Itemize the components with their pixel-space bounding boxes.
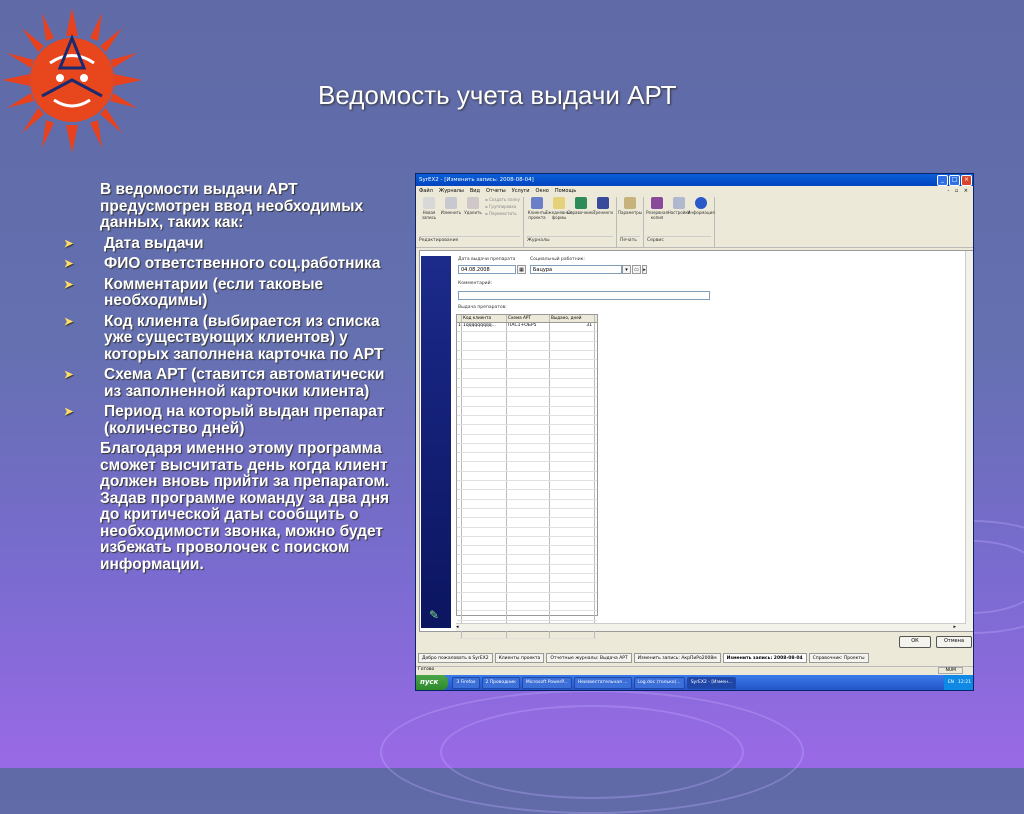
table-row[interactable] <box>457 351 597 360</box>
slide-title: Ведомость учета выдачи АРТ <box>318 80 677 110</box>
menu-window[interactable]: Окно <box>535 187 549 194</box>
table-row[interactable] <box>457 360 597 369</box>
table-row[interactable] <box>457 379 597 388</box>
table-row[interactable] <box>457 528 597 537</box>
menu-journals[interactable]: Журналы <box>438 187 464 194</box>
vertical-scrollbar[interactable] <box>965 251 973 631</box>
ok-button[interactable]: ОК <box>899 636 931 648</box>
small-actions <box>485 197 520 236</box>
trainings-icon <box>597 197 609 209</box>
table-row[interactable] <box>457 583 597 592</box>
table-row[interactable] <box>457 397 597 406</box>
references-button[interactable]: Справочники <box>571 197 591 236</box>
col-art-scheme[interactable]: Схема АРТ <box>507 315 550 322</box>
group-label: Редактирование <box>419 236 520 247</box>
task-powerpoint[interactable]: Microsoft PowerP... <box>522 677 572 689</box>
bullet-item: ➤ Код клиента (выбирается из списка уже существующих клиентов) у которых заполнена карточка по АРТ <box>60 314 400 364</box>
clock: 12:21 <box>958 680 971 685</box>
table-row[interactable]: 1 1qqqqqqqqq... ПАС1+ОБР5 31 <box>457 323 597 332</box>
slide-text-block <box>60 182 400 577</box>
arrow-bullet-icon: ➤ <box>64 278 74 291</box>
settings-button[interactable]: Настройки <box>669 197 689 236</box>
tab-welcome[interactable]: Добро пожаловать в SyrEX2 <box>418 653 493 663</box>
parameters-button[interactable]: Параметры <box>620 197 640 236</box>
bullet-item: ➤ ФИО ответственного соц.работника <box>60 256 400 273</box>
task-explorer[interactable]: 2 Проводник <box>482 677 520 689</box>
group-label: Сервис <box>647 236 711 247</box>
task-log[interactable]: Log.doc (только)... <box>634 677 685 689</box>
table-row[interactable] <box>457 472 597 481</box>
daily-forms-button[interactable]: Ежедневные формы <box>549 197 569 236</box>
toolbar-group-print <box>620 197 644 247</box>
table-row[interactable] <box>457 509 597 518</box>
window-titlebar <box>416 174 973 186</box>
table-row[interactable] <box>457 481 597 490</box>
tab-journal-art[interactable]: Отчетные журналы: Выдача АРТ <box>546 653 631 663</box>
toolbar-group-edit <box>419 197 524 247</box>
task-syrex[interactable]: SyrEX2 - [Измен... <box>687 677 737 689</box>
task-firefox[interactable]: 3 Firefox <box>452 677 479 689</box>
table-row[interactable] <box>457 369 597 378</box>
bullet-item: ➤ Схема АРТ (ставится автоматически из заполненной карточки клиента) <box>60 367 400 400</box>
group-label: Печать <box>620 236 640 247</box>
comment-field[interactable] <box>458 291 710 300</box>
clients-icon <box>531 197 543 209</box>
maximize-button[interactable]: □ <box>949 175 960 186</box>
toolbar-group-service <box>647 197 715 247</box>
backup-button[interactable]: Резервная копия <box>647 197 667 236</box>
new-record-icon <box>423 197 435 209</box>
menu-view[interactable]: Вид <box>469 187 480 194</box>
table-row[interactable] <box>457 332 597 341</box>
table-row[interactable] <box>457 388 597 397</box>
settings-icon <box>673 197 685 209</box>
delete-button[interactable]: Удалить <box>463 197 483 236</box>
menu-bar <box>416 186 973 195</box>
more-icon[interactable]: ▸ <box>643 267 646 273</box>
closing-paragraph: Благодаря именно этому программа сможет высчитать день когда клиент должен вновь прийти за препаратом. Задав программе команду за два дня до критической даты сообщить о необходимости звонка, можно будет избежать проволочек с поиском информации. <box>100 440 390 573</box>
worker-label: Социальный работник: <box>530 257 585 262</box>
bullet-item: ➤ Дата выдачи <box>60 236 400 253</box>
side-banner <box>421 256 451 628</box>
daily-forms-icon <box>553 197 565 209</box>
mdi-controls[interactable]: - ▫ × <box>947 187 970 194</box>
windows-taskbar <box>416 675 974 690</box>
menu-file[interactable]: Файл <box>419 187 433 194</box>
status-text: Готово <box>418 667 435 672</box>
trainings-button[interactable]: Тренинги <box>593 197 613 236</box>
col-client-code[interactable]: Код клиента <box>462 315 507 322</box>
table-row[interactable] <box>457 453 597 462</box>
open-folder-icon[interactable]: ▭ <box>632 265 641 274</box>
ribbon-toolbar <box>416 195 973 248</box>
table-row[interactable] <box>457 435 597 444</box>
table-row[interactable] <box>457 500 597 509</box>
info-icon <box>695 197 707 209</box>
table-row[interactable] <box>457 546 597 555</box>
table-row[interactable] <box>457 490 597 499</box>
move-button[interactable]: ▪ Переместить <box>485 211 520 216</box>
app-logo-icon: ✎ <box>429 608 440 622</box>
background-ripple <box>440 705 744 799</box>
table-row[interactable] <box>457 518 597 527</box>
table-row[interactable] <box>457 574 597 583</box>
tab-edit-record-2[interactable]: Изменить запись: 2008-08-04 <box>723 653 807 663</box>
table-row[interactable] <box>457 407 597 416</box>
comment-label: Комментарий: <box>458 281 493 286</box>
system-tray <box>944 675 974 690</box>
minimize-button[interactable]: _ <box>937 175 948 186</box>
form-area <box>419 250 974 632</box>
table-row[interactable] <box>457 593 597 602</box>
menu-services[interactable]: Услуги <box>511 187 530 194</box>
arrow-bullet-icon: ➤ <box>64 258 74 270</box>
language-indicator[interactable]: EN <box>947 680 955 685</box>
intro-paragraph: В ведомости выдачи АРТ предусмотрен ввод необходимых данных, таких как: <box>100 181 364 231</box>
delete-icon <box>467 197 479 209</box>
table-row[interactable] <box>457 630 597 639</box>
tab-edit-record-1[interactable]: Изменить запись: АкрПиРо2008м <box>634 653 721 663</box>
menu-help[interactable]: Помощь <box>554 187 577 194</box>
edit-button[interactable]: Изменить <box>441 197 461 236</box>
menu-reports[interactable]: Отчеты <box>485 187 506 194</box>
toolbar-group-journals <box>527 197 617 247</box>
backup-icon <box>651 197 663 209</box>
issue-grid <box>456 314 598 616</box>
edit-icon <box>445 197 457 209</box>
parameters-icon <box>624 197 636 209</box>
start-button[interactable]: пуск <box>416 675 448 690</box>
cancel-button[interactable]: Отмена <box>936 636 972 648</box>
table-row[interactable] <box>457 602 597 611</box>
table-row[interactable] <box>457 462 597 471</box>
sun-logo-icon <box>2 8 142 153</box>
close-button[interactable]: × <box>961 175 972 186</box>
table-row[interactable] <box>457 342 597 351</box>
window-title: SyrEX2 - [Изменить запись: 2008-08-04] <box>419 177 534 183</box>
col-days[interactable]: Выдано, дней <box>550 315 595 322</box>
table-row[interactable] <box>457 425 597 434</box>
num-indicator: NUM <box>938 667 963 674</box>
arrow-bullet-icon: ➤ <box>64 369 74 381</box>
bullet-item: ➤ Комментарии (если таковые необходимы) <box>60 277 400 310</box>
status-bar <box>416 666 974 674</box>
table-row[interactable] <box>457 416 597 425</box>
calendar-icon[interactable]: ▦ <box>517 265 526 274</box>
table-row[interactable] <box>457 611 597 620</box>
task-doc[interactable]: Неизвестательная ... <box>574 677 632 689</box>
worker-field[interactable]: Бацура <box>530 265 622 274</box>
group-label: Журналы <box>527 236 613 247</box>
clients-button[interactable]: Клиенты проекта <box>527 197 547 236</box>
issue-label: Выдача препаратов: <box>458 305 507 310</box>
info-button[interactable]: Информация <box>691 197 711 236</box>
bullet-item: ➤ Период на который выдан препарат (количество дней) <box>60 404 400 437</box>
date-field[interactable]: 04.08.2008 <box>458 265 516 274</box>
tab-clients[interactable]: Клиенты проекта <box>495 653 545 663</box>
horizontal-scrollbar[interactable] <box>456 623 966 631</box>
scroll-right-icon[interactable]: ▸ <box>953 624 956 630</box>
date-label: Дата выдачи препарата <box>458 257 516 262</box>
arrow-bullet-icon: ➤ <box>64 315 74 328</box>
grouping-button[interactable]: ▪ Группировка <box>485 204 520 209</box>
grid-header <box>457 315 597 323</box>
table-row[interactable] <box>457 444 597 453</box>
dropdown-icon[interactable]: ▾ <box>622 265 631 274</box>
table-row[interactable] <box>457 555 597 564</box>
table-row[interactable] <box>457 565 597 574</box>
app-window <box>415 173 974 691</box>
arrow-bullet-icon: ➤ <box>64 406 74 418</box>
scroll-left-icon[interactable]: ◂ <box>456 624 459 630</box>
table-row[interactable] <box>457 537 597 546</box>
document-tabs <box>416 653 974 663</box>
new-record-button[interactable]: Новая запись <box>419 197 439 236</box>
create-folder-button[interactable]: ▪ Создать папку <box>485 197 520 202</box>
tab-projects[interactable]: Справочник: Проекты <box>809 653 869 663</box>
arrow-bullet-icon: ➤ <box>64 237 74 250</box>
books-icon <box>575 197 587 209</box>
